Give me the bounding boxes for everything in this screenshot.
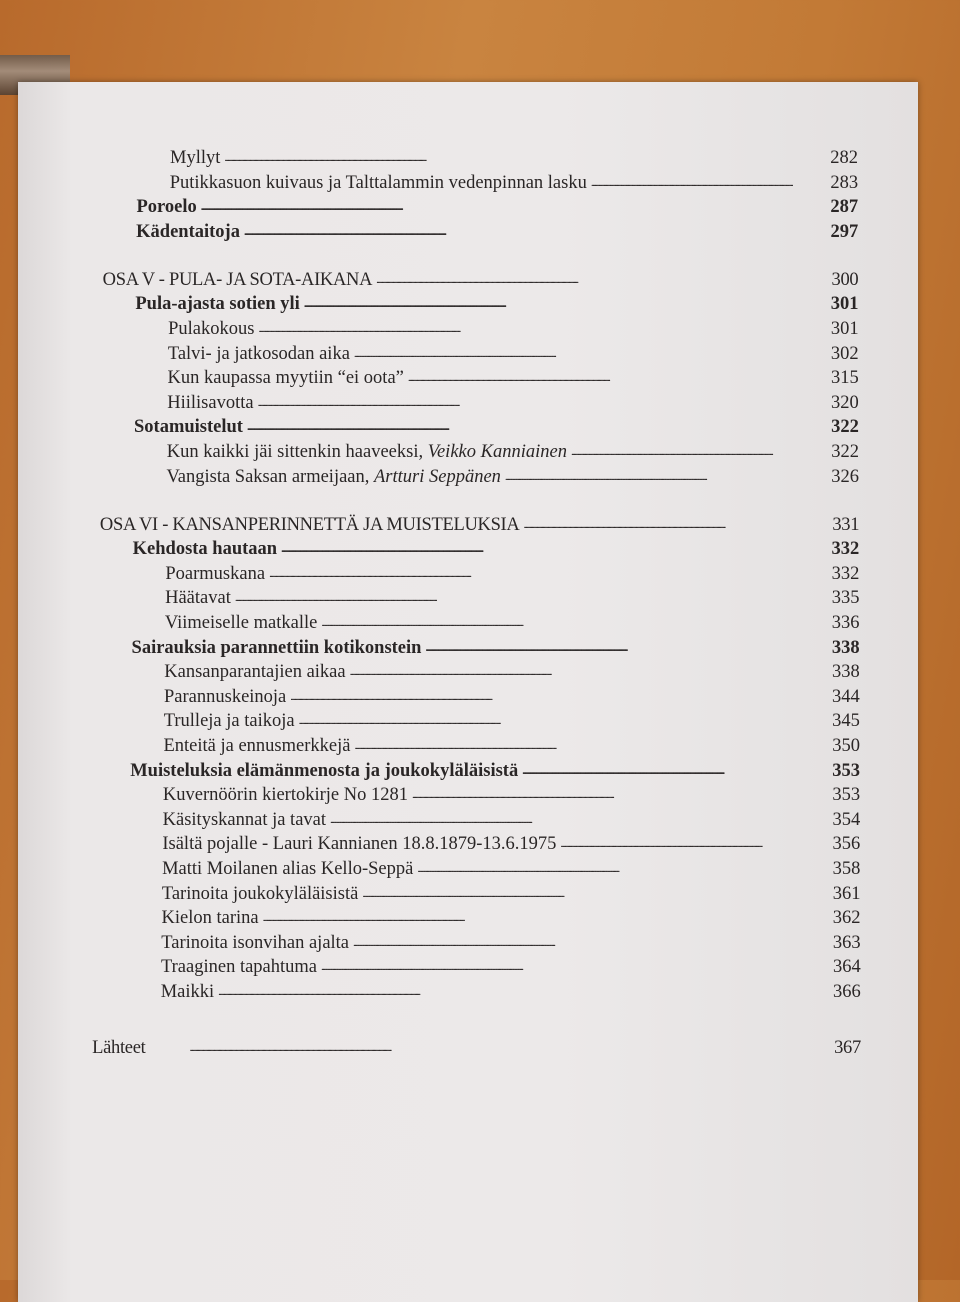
entry-title-text: Isältä pojalle - Lauri Kannianen 18.8.1879-13.6.1975 — [162, 834, 557, 855]
entry-title — [136, 221, 244, 243]
page-number: 358 — [832, 859, 861, 879]
page-number: 283 — [830, 172, 859, 193]
toc-entry — [168, 365, 859, 389]
dot-leader — [218, 981, 828, 1003]
entry-title — [161, 981, 218, 1003]
entry-title — [161, 956, 321, 978]
dot-leader — [189, 1037, 827, 1059]
page-number: 300 — [831, 269, 859, 290]
dot-leader — [269, 563, 826, 585]
dot-leader — [591, 172, 825, 194]
entry-title — [163, 735, 354, 757]
dot-leader — [412, 784, 827, 806]
toc-entry — [161, 954, 861, 978]
page-number: 361 — [832, 883, 861, 904]
entry-title — [165, 587, 235, 609]
page-number: 326 — [831, 466, 860, 487]
page-number: 353 — [832, 785, 861, 806]
page-number: 315 — [830, 368, 859, 389]
entry-title-text: Putikkasuon kuivaus ja Talttalammin vedenpinnan lasku — [169, 172, 587, 193]
dot-leader — [235, 587, 827, 609]
toc-entry — [166, 464, 859, 488]
entry-title — [162, 858, 417, 880]
dot-leader — [417, 858, 827, 880]
entry-title-text: Enteitä ja ennusmerkkejä — [163, 736, 351, 756]
entry-title-text: Vangista Saksan armeijaan, — [166, 466, 374, 487]
entry-title-text: Kädentaitoja — [136, 221, 240, 242]
toc-part — [100, 512, 859, 536]
entry-title-text: Kielon tarina — [161, 908, 259, 929]
page-number: 301 — [830, 319, 859, 339]
entry-title — [168, 318, 258, 340]
toc-section — [136, 219, 858, 243]
entry-title — [162, 907, 263, 929]
page-number: 302 — [830, 343, 859, 364]
dot-leader — [560, 833, 827, 855]
entry-title-text: Käsityskannat ja tavat — [162, 809, 327, 830]
page-number: 353 — [832, 760, 861, 781]
page-number: 350 — [832, 736, 860, 756]
dot-leader — [263, 907, 828, 929]
entry-title-text: Poroelo — [136, 197, 197, 218]
entry-title-text: Pula-ajasta sotien yli — [135, 294, 300, 315]
dot-leader — [523, 514, 826, 536]
toc-entry — [163, 807, 861, 831]
entry-title-text: Sotamuistelut — [134, 417, 243, 438]
entry-title-text: Häätavat — [165, 588, 231, 609]
dot-leader — [522, 760, 827, 782]
toc-section — [132, 635, 860, 659]
dot-leader — [354, 735, 827, 757]
entry-title — [170, 172, 591, 194]
toc-entry — [162, 856, 860, 880]
page-number: 332 — [831, 563, 860, 584]
page-number: 332 — [831, 539, 860, 560]
entry-title — [161, 932, 353, 954]
toc-entry — [162, 831, 860, 855]
entry-title-text: Kuvernöörin kiertokirje No 1281 — [162, 785, 408, 806]
page-number: 367 — [834, 1038, 861, 1058]
entry-title — [136, 196, 200, 218]
toc-entry — [164, 708, 860, 732]
page-number: 345 — [832, 711, 860, 732]
toc-entry — [161, 979, 861, 1003]
dot-leader — [321, 956, 828, 978]
entry-title-text: Parannuskeinoja — [164, 686, 287, 707]
dot-leader — [354, 343, 826, 365]
page-number: 364 — [832, 957, 861, 978]
toc-entry — [170, 145, 858, 169]
dot-leader — [258, 392, 826, 414]
dot-leader — [408, 367, 826, 389]
entry-title-text: OSA VI - KANSANPERINNETTÄ JA MUISTELUKSIA — [99, 514, 520, 535]
entry-title — [132, 637, 426, 659]
page-number: 331 — [832, 514, 860, 535]
entry-author: Artturi Seppänen — [374, 466, 501, 487]
toc-entry — [168, 316, 858, 340]
toc-entry — [164, 684, 860, 708]
entry-title — [103, 269, 377, 291]
toc-section — [134, 414, 859, 438]
page-number: 366 — [833, 982, 861, 1002]
entry-title-text: Kun kaupassa myytiin “ei oota” — [167, 368, 404, 389]
entry-title — [168, 343, 354, 365]
dot-leader — [425, 637, 826, 659]
entry-title — [130, 760, 522, 782]
toc-section — [136, 194, 858, 218]
page-number: 363 — [832, 932, 861, 953]
dot-leader — [505, 466, 826, 488]
entry-title-text: Lähteet — [92, 1038, 146, 1058]
entry-title-text: Poarmuskana — [165, 563, 266, 584]
page-number: 362 — [832, 908, 861, 929]
page-number: 287 — [830, 197, 859, 218]
toc-part — [103, 267, 859, 291]
entry-title — [170, 147, 224, 169]
page-number: 344 — [832, 686, 860, 707]
page-number: 322 — [831, 442, 859, 462]
entry-title-text: Pulakokous — [168, 319, 255, 339]
entry-title — [164, 710, 299, 732]
dot-leader — [258, 318, 825, 340]
entry-title — [163, 784, 412, 806]
entry-author: Veikko Kanniainen — [427, 442, 567, 462]
entry-title-text: Maikki — [160, 982, 215, 1002]
entry-title-text: Tarinoita joukokyläläisistä — [161, 883, 359, 904]
page-number: 282 — [830, 148, 858, 168]
dot-leader — [376, 269, 825, 291]
entry-title-text: Viimeiselle matkalle — [164, 613, 318, 633]
entry-title — [163, 809, 330, 831]
page-number: 301 — [830, 294, 859, 315]
entry-title — [162, 883, 363, 905]
dot-leader — [304, 293, 826, 315]
dot-leader — [299, 710, 827, 732]
dot-leader — [571, 441, 826, 463]
entry-title-text: Trulleja ja taikoja — [163, 711, 295, 732]
toc-entry — [167, 390, 859, 414]
entry-title-text: Myllyt — [170, 148, 221, 168]
page-number: 297 — [830, 221, 859, 242]
toc-section — [130, 758, 860, 782]
entry-title-text: Muisteluksia elämänmenosta ja joukokyläläisistä — [130, 760, 519, 781]
entry-title-text: Kun kaikki jäi sittenkin haaveeksi, — [166, 442, 428, 462]
toc-section — [135, 291, 858, 315]
entry-title — [165, 563, 269, 585]
dot-leader — [353, 932, 828, 954]
dot-leader — [247, 416, 826, 438]
entry-title — [135, 293, 303, 315]
dot-leader — [244, 221, 825, 243]
entry-title — [100, 514, 524, 536]
entry-title-text: Sairauksia parannettiin kotikonstein — [131, 637, 422, 658]
toc-entry — [163, 733, 859, 757]
toc-entry — [165, 561, 859, 585]
dot-leader — [290, 686, 827, 708]
entry-title — [164, 686, 290, 708]
toc-entry — [168, 341, 859, 365]
entry-title-text: Kehdosta hautaan — [132, 539, 278, 560]
entry-title — [133, 538, 281, 560]
entry-title-text: Kansanparantajien aikaa — [164, 662, 346, 683]
page-number: 338 — [831, 662, 860, 683]
toc-entry — [165, 610, 860, 634]
entry-title — [92, 1037, 149, 1059]
dot-leader — [350, 661, 827, 683]
entry-title — [167, 441, 571, 463]
dot-leader — [281, 538, 826, 560]
toc-entry — [162, 881, 861, 905]
entry-title — [164, 661, 349, 683]
entry-title-text: Traaginen tapahtuma — [161, 957, 318, 978]
toc-entry — [164, 659, 859, 683]
entry-title-text: Tarinoita isonvihan ajalta — [161, 932, 350, 953]
entry-title-text: Talvi- ja jatkosodan aika — [167, 343, 350, 364]
toc-part — [92, 1035, 861, 1059]
page-number: 356 — [832, 834, 861, 855]
toc-entry — [163, 782, 860, 806]
entry-title-text: Matti Moilanen alias Kello-Seppä — [162, 859, 414, 879]
entry-title — [167, 392, 257, 414]
toc-entry — [161, 930, 860, 954]
toc-section — [133, 536, 860, 560]
toc-entry — [167, 439, 859, 463]
entry-title — [162, 833, 560, 855]
dot-leader — [201, 196, 825, 218]
page-number: 338 — [831, 637, 860, 658]
toc-entry — [162, 905, 861, 929]
entry-title-text: Hiilisavotta — [167, 392, 254, 413]
dot-leader — [321, 612, 826, 634]
page-number: 335 — [831, 588, 860, 609]
page-number: 320 — [831, 392, 859, 413]
toc-entry — [170, 170, 858, 194]
page-number: 322 — [831, 417, 859, 438]
entry-title — [134, 416, 247, 438]
dot-leader — [224, 147, 825, 169]
dot-leader — [330, 809, 827, 831]
page-number: 336 — [831, 613, 860, 633]
entry-title — [165, 612, 322, 634]
entry-title — [168, 367, 408, 389]
entry-title — [166, 466, 504, 488]
dot-leader — [362, 883, 827, 905]
entry-title-text: OSA V - PULA- JA SOTA-AIKANA — [102, 269, 373, 290]
page-number: 354 — [832, 809, 861, 830]
toc-entry — [165, 585, 859, 609]
